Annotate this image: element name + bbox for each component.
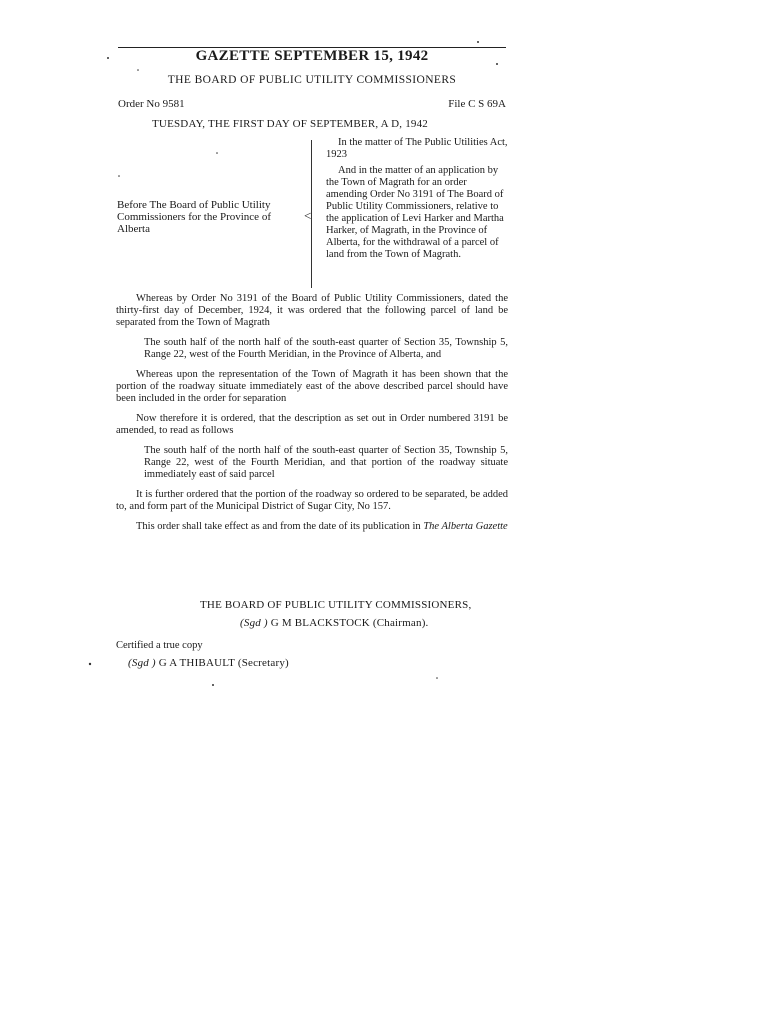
masthead: GAZETTE SEPTEMBER 15, 1942 bbox=[195, 48, 429, 64]
secretary-signature bbox=[128, 657, 289, 669]
matter-application: And in the matter of an application by the Town of Magrath for an order amending Order No 3191 of The Board of Public Utility Commissioners, relative to the application of Levi Harker and Martha Harker, of Magrath, in the Province of Alberta, for the withdrawal of a parcel of land from the Town of Magrath. bbox=[326, 165, 504, 260]
before-caption: Before The Board of Public Utility Commissioners for the Province of Alberta bbox=[117, 199, 271, 235]
board-title: THE BOARD OF PUBLIC UTILITY COMMISSIONERS bbox=[167, 74, 457, 86]
secretary-name: G A THIBAULT (Secretary) bbox=[158, 657, 289, 669]
chairman-name: G M BLACKSTOCK (Chairman). bbox=[270, 617, 429, 629]
gazette-name: The Alberta Gazette bbox=[423, 521, 508, 532]
parcel-description-1: The south half of the north half of the south-east quarter of Section 35, Township 5, Range 22, west of the Fourth Meridian, in the Province of Alberta, and bbox=[144, 337, 508, 360]
board-signature: THE BOARD OF PUBLIC UTILITY COMMISSIONERS, bbox=[200, 599, 472, 611]
certified-copy: Certified a true copy bbox=[116, 640, 203, 651]
parcel-description-2: The south half of the north half of the south-east quarter of Section 35, Township 5, Range 22, west of the Fourth Meridian, and that portion of the roadway situate immediately east of said parcel bbox=[144, 445, 508, 480]
effective-text: This order shall take effect as and from the date of its publication in bbox=[136, 521, 421, 532]
order-body bbox=[116, 293, 508, 541]
secretary-sgd: (Sgd ) bbox=[128, 657, 156, 669]
paragraph-whereas-1: Whereas by Order No 3191 of the Board of Public Utility Commissioners, dated the thirty-first day of December, 1924, it was ordered that the following parcel of land be separated from the Town of Magrath bbox=[116, 293, 508, 328]
chairman-sgd: (Sgd ) bbox=[240, 617, 268, 629]
paragraph-whereas-2: Whereas upon the representation of the Town of Magrath it has been shown that the portion of the roadway situate immediately east of the above described parcel should have been included in the order for separation bbox=[116, 369, 508, 404]
paragraph-now-therefore: Now therefore it is ordered, that the description as set out in Order numbered 3191 be amended, to read as follows bbox=[116, 413, 508, 436]
date-line: TUESDAY, THE FIRST DAY OF SEPTEMBER, A D, 1942 bbox=[152, 118, 429, 130]
paragraph-effective bbox=[116, 521, 508, 533]
matter-caption bbox=[326, 137, 508, 261]
brace-point: < bbox=[304, 208, 312, 223]
caption-brace bbox=[311, 140, 318, 288]
paragraph-further-ordered: It is further ordered that the portion of the roadway so ordered to be separated, be added to, and form part of the Municipal District of Sugar City, No 157. bbox=[116, 489, 508, 512]
order-number: Order No 9581 bbox=[118, 98, 185, 110]
file-number: File C S 69A bbox=[448, 98, 506, 110]
chairman-signature bbox=[240, 617, 429, 629]
matter-act: In the matter of The Public Utilities Act, 1923 bbox=[326, 137, 508, 160]
